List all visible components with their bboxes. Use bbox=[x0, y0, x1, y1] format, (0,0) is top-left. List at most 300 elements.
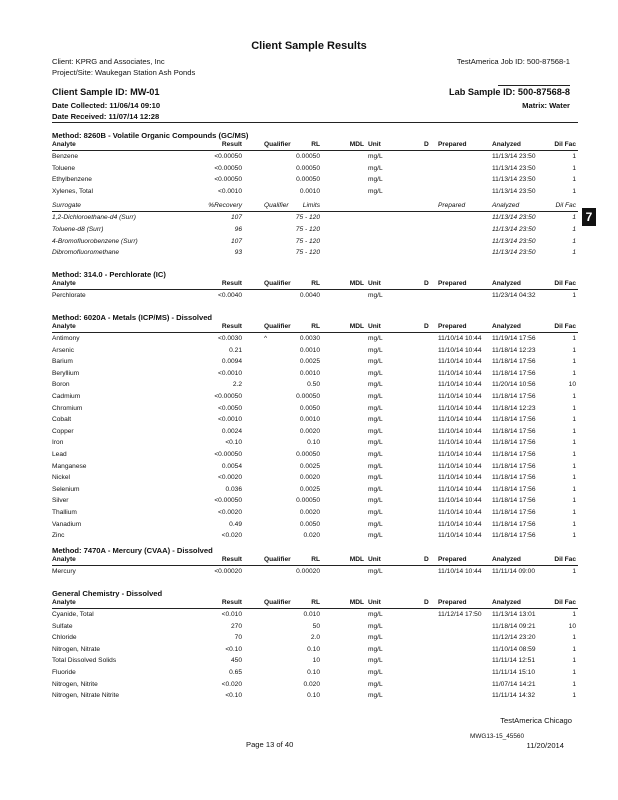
col-dil-fac: Dil Fac bbox=[554, 599, 576, 606]
rl-value: 0.00050 bbox=[296, 497, 320, 505]
col-qualifier: Qualifier bbox=[264, 141, 291, 148]
analyte-name: Nickel bbox=[52, 474, 70, 482]
col-result: Result bbox=[221, 323, 242, 330]
col-qualifier: Qualifier bbox=[264, 280, 291, 287]
rl-value: 0.0050 bbox=[299, 404, 320, 412]
analyzed-date: 11/18/14 17:56 bbox=[492, 451, 536, 458]
analyzed-date: 11/11/14 14:32 bbox=[492, 692, 536, 700]
dil-fac-value: 1 bbox=[572, 249, 576, 257]
rl-value: 0.0010 bbox=[299, 369, 320, 377]
rl-value: 0.0010 bbox=[299, 346, 320, 354]
table-row bbox=[52, 370, 578, 381]
col-analyzed: Analyzed bbox=[492, 141, 521, 148]
table-row bbox=[52, 381, 578, 392]
unit-value: mg/L bbox=[368, 692, 383, 700]
analyzed-date: 11/11/14 15:10 bbox=[492, 669, 536, 676]
table-row bbox=[52, 347, 578, 358]
col-analyte: Analyte bbox=[52, 280, 76, 287]
result-value: <0.10 bbox=[225, 645, 242, 653]
unit-value: mg/L bbox=[368, 622, 383, 630]
dil-fac-value: 1 bbox=[572, 439, 576, 447]
analyte-name: Copper bbox=[52, 427, 74, 435]
result-value: <0.020 bbox=[221, 532, 242, 540]
result-value: <0.0010 bbox=[217, 416, 242, 424]
result-value: 0.0054 bbox=[221, 462, 242, 470]
col-prepared: Prepared bbox=[438, 280, 467, 287]
rl-value: 0.10 bbox=[307, 439, 320, 447]
analyzed-date: 11/13/14 23:50 bbox=[492, 153, 536, 160]
table-row bbox=[52, 153, 578, 164]
prepared-date: 11/10/14 10:44 bbox=[438, 369, 482, 377]
analyzed-date: 11/13/14 23:50 bbox=[492, 176, 536, 184]
col-result: Result bbox=[221, 141, 242, 148]
rl-value: 0.0025 bbox=[299, 485, 320, 493]
prepared-date: 11/10/14 10:44 bbox=[438, 404, 482, 412]
divider bbox=[52, 608, 578, 609]
rl-value: 2.0 bbox=[310, 634, 320, 642]
col-rl: RL bbox=[311, 556, 320, 563]
unit-value: mg/L bbox=[368, 485, 383, 493]
divider bbox=[52, 122, 578, 123]
rl-value: 0.00050 bbox=[296, 176, 320, 184]
unit-value: mg/L bbox=[368, 404, 383, 412]
dil-fac-value: 1 bbox=[572, 335, 576, 342]
page-title: Client Sample Results bbox=[251, 40, 367, 52]
prepared-date: 11/10/14 10:44 bbox=[438, 381, 482, 389]
analyte-name: Lead bbox=[52, 451, 67, 458]
col-prepared: Prepared bbox=[438, 202, 466, 210]
recovery-value: 96 bbox=[234, 226, 242, 233]
result-value: <0.00020 bbox=[214, 568, 242, 575]
analyzed-date: 11/18/14 17:56 bbox=[492, 532, 536, 540]
result-value: 0.0024 bbox=[221, 427, 242, 435]
table-row bbox=[52, 428, 578, 439]
surrogate-row bbox=[52, 249, 578, 260]
table-row bbox=[52, 405, 578, 416]
analyte-name: Boron bbox=[52, 381, 70, 389]
rl-value: 0.00050 bbox=[296, 164, 320, 172]
table-row bbox=[52, 292, 578, 303]
dil-fac-value: 1 bbox=[572, 474, 576, 482]
table-row bbox=[52, 497, 578, 508]
unit-value: mg/L bbox=[368, 427, 383, 435]
col-rl: RL bbox=[311, 599, 320, 606]
dil-fac-value: 1 bbox=[572, 393, 576, 400]
analyte-name: Arsenic bbox=[52, 346, 74, 354]
prepared-date: 11/10/14 10:44 bbox=[438, 427, 482, 435]
analyte-name: Silver bbox=[52, 497, 69, 505]
result-value: <0.00050 bbox=[214, 153, 242, 160]
result-value: 2.2 bbox=[232, 381, 242, 389]
surrogate-row bbox=[52, 226, 578, 237]
dil-fac-value: 1 bbox=[572, 427, 576, 435]
analyte-name: Manganese bbox=[52, 462, 87, 470]
analyzed-date: 11/20/14 10:56 bbox=[492, 381, 536, 389]
method-title: General Chemistry - Dissolved bbox=[52, 589, 163, 598]
result-value: <0.10 bbox=[225, 439, 242, 447]
dil-fac-value: 1 bbox=[572, 153, 576, 160]
prepared-date: 11/10/14 10:44 bbox=[438, 416, 482, 424]
col-unit: Unit bbox=[368, 141, 381, 148]
col-dil-fac: Dil Fac bbox=[554, 141, 576, 148]
result-value: <0.00050 bbox=[214, 451, 242, 458]
analyzed-date: 11/18/14 12:23 bbox=[492, 404, 536, 412]
table-row bbox=[52, 568, 578, 579]
unit-value: mg/L bbox=[368, 645, 383, 653]
col-result: Result bbox=[221, 280, 242, 287]
col-prepared: Prepared bbox=[438, 141, 467, 148]
analyzed-date: 11/18/14 12:23 bbox=[492, 346, 536, 354]
unit-value: mg/L bbox=[368, 634, 383, 642]
analyzed-date: 11/19/14 17:56 bbox=[492, 335, 536, 342]
limits-value: 75 - 120 bbox=[295, 249, 320, 257]
col-result: Result bbox=[221, 556, 242, 563]
col-rl: RL bbox=[311, 141, 320, 148]
table-row bbox=[52, 623, 578, 634]
prepared-date: 11/10/14 10:44 bbox=[438, 568, 482, 575]
dil-fac-value: 1 bbox=[572, 346, 576, 354]
method-title: Method: 8260B - Volatile Organic Compounds (GC/MS) bbox=[52, 131, 249, 140]
rl-value: 0.00050 bbox=[296, 153, 320, 160]
unit-value: mg/L bbox=[368, 176, 383, 184]
unit-value: mg/L bbox=[368, 335, 383, 342]
unit-value: mg/L bbox=[368, 381, 383, 389]
analyte-name: Barium bbox=[52, 358, 73, 366]
section-tab: 7 bbox=[582, 208, 596, 226]
table-row bbox=[52, 335, 578, 346]
col-d: D bbox=[424, 323, 429, 330]
analyzed-date: 11/18/14 17:56 bbox=[492, 497, 536, 505]
limits-value: 75 - 120 bbox=[295, 226, 320, 233]
analyzed-date: 11/13/14 23:50 bbox=[492, 164, 536, 172]
analyte-name: Thallium bbox=[52, 509, 77, 516]
table-row bbox=[52, 188, 578, 199]
limits-value: 75 - 120 bbox=[295, 237, 320, 245]
dil-fac-value: 1 bbox=[572, 669, 576, 676]
result-value: <0.0020 bbox=[217, 474, 242, 482]
analyzed-date: 11/13/14 23:50 bbox=[492, 226, 536, 233]
col-result: Result bbox=[221, 599, 242, 606]
table-row bbox=[52, 451, 578, 462]
analyzed-date: 11/18/14 17:56 bbox=[492, 474, 536, 482]
analyte-name: Ethylbenzene bbox=[52, 176, 92, 184]
result-value: <0.0050 bbox=[217, 404, 242, 412]
analyte-name: Perchlorate bbox=[52, 292, 86, 299]
table-row bbox=[52, 463, 578, 474]
rl-value: 0.10 bbox=[307, 645, 320, 653]
unit-value: mg/L bbox=[368, 393, 383, 400]
dil-fac-value: 1 bbox=[572, 214, 576, 222]
dil-fac-value: 1 bbox=[572, 292, 576, 299]
analyte-name: Cobalt bbox=[52, 416, 72, 424]
table-row bbox=[52, 669, 578, 680]
col-d: D bbox=[424, 556, 429, 563]
analyzed-date: 11/18/14 17:56 bbox=[492, 369, 536, 377]
rl-value: 0.00050 bbox=[296, 393, 320, 400]
col-unit: Unit bbox=[368, 599, 381, 606]
analyzed-date: 11/11/14 09:00 bbox=[492, 568, 536, 575]
result-value: <0.00050 bbox=[214, 393, 242, 400]
analyte-name: Total Dissolved Solids bbox=[52, 657, 117, 665]
analyzed-date: 11/18/14 17:56 bbox=[492, 520, 536, 528]
dil-fac-value: 1 bbox=[572, 692, 576, 700]
unit-value: mg/L bbox=[368, 462, 383, 470]
project-site: Project/Site: Waukegan Station Ash Ponds bbox=[52, 68, 196, 77]
analyzed-date: 11/18/14 17:56 bbox=[492, 427, 536, 435]
prepared-date: 11/10/14 10:44 bbox=[438, 451, 482, 458]
analyzed-date: 11/13/14 23:50 bbox=[492, 214, 536, 222]
analyzed-date: 11/18/14 17:56 bbox=[492, 358, 536, 366]
result-value: 0.0094 bbox=[221, 358, 242, 366]
rl-value: 0.0025 bbox=[299, 358, 320, 366]
result-value: 0.036 bbox=[225, 485, 242, 493]
col-rl: RL bbox=[311, 323, 320, 330]
dil-fac-value: 1 bbox=[572, 176, 576, 184]
prepared-date: 11/10/14 10:44 bbox=[438, 497, 482, 505]
unit-value: mg/L bbox=[368, 509, 383, 516]
analyzed-date: 11/23/14 04:32 bbox=[492, 292, 536, 299]
dil-fac-value: 1 bbox=[572, 237, 576, 245]
unit-value: mg/L bbox=[368, 657, 383, 665]
prepared-date: 11/10/14 10:44 bbox=[438, 474, 482, 482]
dil-fac-value: 1 bbox=[572, 611, 576, 618]
analyte-name: Fluoride bbox=[52, 669, 76, 676]
dil-fac-value: 10 bbox=[568, 622, 576, 630]
method-title: Method: 7470A - Mercury (CVAA) - Dissolved bbox=[52, 546, 213, 555]
rl-value: 0.010 bbox=[303, 611, 320, 618]
analyte-name: Nitrogen, Nitrite bbox=[52, 680, 98, 688]
analyzed-date: 11/13/14 23:50 bbox=[492, 187, 536, 195]
result-value: <0.0010 bbox=[217, 369, 242, 377]
date-received: Date Received: 11/07/14 12:28 bbox=[52, 112, 160, 121]
analyzed-date: 11/18/14 17:56 bbox=[492, 485, 536, 493]
col-qualifier: Qualifier bbox=[264, 202, 289, 210]
col-unit: Unit bbox=[368, 280, 381, 287]
surrogate-name: 1,2-Dichloroethane-d4 (Surr) bbox=[52, 214, 136, 222]
unit-value: mg/L bbox=[368, 669, 383, 676]
rl-value: 0.020 bbox=[303, 532, 320, 540]
col-dil-fac: Dil Fac bbox=[554, 280, 576, 287]
divider bbox=[52, 150, 578, 151]
prepared-date: 11/10/14 10:44 bbox=[438, 520, 482, 528]
dil-fac-value: 1 bbox=[572, 509, 576, 516]
analyte-name: Selenium bbox=[52, 485, 80, 493]
col-mdl: MDL bbox=[349, 599, 364, 606]
rl-value: 0.00050 bbox=[296, 451, 320, 458]
dil-fac-value: 1 bbox=[572, 451, 576, 458]
rl-value: 0.0020 bbox=[299, 427, 320, 435]
divider bbox=[52, 332, 578, 333]
dil-fac-value: 1 bbox=[572, 680, 576, 688]
rl-value: 0.0020 bbox=[299, 474, 320, 482]
col-analyzed: Analyzed bbox=[492, 202, 520, 210]
prepared-date: 11/10/14 10:44 bbox=[438, 346, 482, 354]
analyzed-date: 11/07/14 14:21 bbox=[492, 680, 536, 688]
result-value: 0.49 bbox=[229, 520, 242, 528]
rl-value: 0.00020 bbox=[296, 568, 320, 575]
col-rl: RL bbox=[311, 280, 320, 287]
unit-value: mg/L bbox=[368, 611, 383, 618]
col-qualifier: Qualifier bbox=[264, 556, 291, 563]
rl-value: 50 bbox=[312, 622, 320, 630]
col-analyzed: Analyzed bbox=[492, 280, 521, 287]
rl-value: 0.10 bbox=[307, 669, 320, 676]
analyte-name: Zinc bbox=[52, 532, 65, 540]
client-sample-id: Client Sample ID: MW-01 bbox=[52, 87, 160, 97]
prepared-date: 11/10/14 10:44 bbox=[438, 335, 482, 342]
col-mdl: MDL bbox=[349, 323, 364, 330]
divider bbox=[52, 211, 578, 212]
method-title: Method: 314.0 - Perchlorate (IC) bbox=[52, 270, 166, 279]
unit-value: mg/L bbox=[368, 153, 383, 160]
dil-fac-value: 1 bbox=[572, 657, 576, 665]
analyzed-date: 11/18/14 17:56 bbox=[492, 416, 536, 424]
result-value: <0.0040 bbox=[217, 292, 242, 299]
rl-value: 0.0040 bbox=[299, 292, 320, 299]
table-row bbox=[52, 657, 578, 668]
prepared-date: 11/10/14 10:44 bbox=[438, 393, 482, 400]
result-value: <0.010 bbox=[221, 611, 242, 618]
analyte-name: Cyanide, Total bbox=[52, 611, 94, 618]
report-date: 11/20/2014 bbox=[526, 741, 564, 750]
dil-fac-value: 1 bbox=[572, 497, 576, 505]
table-row bbox=[52, 509, 578, 520]
result-value: 450 bbox=[230, 657, 242, 665]
result-value: <0.00050 bbox=[214, 164, 242, 172]
table-row bbox=[52, 486, 578, 497]
unit-value: mg/L bbox=[368, 520, 383, 528]
result-value: 70 bbox=[234, 634, 242, 642]
analyzed-date: 11/18/14 17:56 bbox=[492, 509, 536, 516]
col-unit: Unit bbox=[368, 556, 381, 563]
analyzed-date: 11/13/14 23:50 bbox=[492, 249, 536, 257]
result-value: 270 bbox=[230, 622, 242, 630]
col-prepared: Prepared bbox=[438, 599, 467, 606]
dil-fac-value: 1 bbox=[572, 226, 576, 233]
analyzed-date: 11/13/14 13:01 bbox=[492, 611, 536, 618]
col-analyte: Analyte bbox=[52, 599, 76, 606]
date-collected: Date Collected: 11/06/14 09:10 bbox=[52, 101, 161, 110]
result-value: 0.65 bbox=[229, 669, 242, 676]
dil-fac-value: 1 bbox=[572, 416, 576, 424]
table-row bbox=[52, 646, 578, 657]
table-row bbox=[52, 165, 578, 176]
unit-value: mg/L bbox=[368, 416, 383, 424]
rl-value: 0.0010 bbox=[299, 416, 320, 424]
analyzed-date: 11/18/14 17:56 bbox=[492, 393, 536, 400]
table-row bbox=[52, 176, 578, 187]
analyte-name: Xylenes, Total bbox=[52, 187, 93, 195]
rl-value: 0.10 bbox=[307, 692, 320, 700]
col-prepared: Prepared bbox=[438, 556, 467, 563]
table-row bbox=[52, 681, 578, 692]
col-analyte: Analyte bbox=[52, 556, 76, 563]
prepared-date: 11/10/14 10:44 bbox=[438, 509, 482, 516]
result-value: <0.020 bbox=[221, 680, 242, 688]
analyte-name: Vanadium bbox=[52, 520, 82, 528]
result-value: <0.0020 bbox=[217, 509, 242, 516]
recovery-value: 93 bbox=[234, 249, 242, 257]
dil-fac-value: 1 bbox=[572, 634, 576, 642]
result-value: <0.0030 bbox=[217, 335, 242, 342]
unit-value: mg/L bbox=[368, 439, 383, 447]
unit-value: mg/L bbox=[368, 497, 383, 505]
unit-value: mg/L bbox=[368, 292, 383, 299]
analyte-name: Nitrogen, Nitrate bbox=[52, 645, 101, 653]
rl-value: 0.0020 bbox=[299, 509, 320, 516]
table-row bbox=[52, 416, 578, 427]
document-id: MWG13-15_45560 bbox=[470, 733, 524, 740]
col-mdl: MDL bbox=[349, 141, 364, 148]
col-qualifier: Qualifier bbox=[264, 599, 291, 606]
col-recovery: %Recovery bbox=[208, 202, 242, 210]
analyte-name: Nitrogen, Nitrate Nitrite bbox=[52, 692, 120, 700]
table-row bbox=[52, 474, 578, 485]
surrogate-name: Dibromofluoromethane bbox=[52, 249, 120, 257]
analyte-name: Cadmium bbox=[52, 393, 81, 400]
matrix: Matrix: Water bbox=[522, 101, 570, 110]
table-row bbox=[52, 358, 578, 369]
rl-value: 0.0010 bbox=[299, 187, 320, 195]
col-mdl: MDL bbox=[349, 280, 364, 287]
rl-value: 0.50 bbox=[307, 381, 320, 389]
unit-value: mg/L bbox=[368, 187, 383, 195]
prepared-date: 11/10/14 10:44 bbox=[438, 462, 482, 470]
limits-value: 75 - 120 bbox=[295, 214, 320, 222]
analyte-name: Beryllium bbox=[52, 369, 80, 377]
prepared-date: 11/10/14 10:44 bbox=[438, 485, 482, 493]
dil-fac-value: 10 bbox=[568, 381, 576, 389]
dil-fac-value: 1 bbox=[572, 645, 576, 653]
analyzed-date: 11/18/14 17:56 bbox=[492, 462, 536, 470]
dil-fac-value: 1 bbox=[572, 568, 576, 575]
rl-value: 0.0050 bbox=[299, 520, 320, 528]
col-unit: Unit bbox=[368, 323, 381, 330]
col-analyzed: Analyzed bbox=[492, 599, 521, 606]
analyte-name: Mercury bbox=[52, 568, 76, 575]
unit-value: mg/L bbox=[368, 474, 383, 482]
col-dil-fac: Dil Fac bbox=[554, 323, 576, 330]
prepared-date: 11/12/14 17:50 bbox=[438, 611, 482, 618]
table-row bbox=[52, 692, 578, 703]
dil-fac-value: 1 bbox=[572, 520, 576, 528]
col-analyzed: Analyzed bbox=[492, 323, 521, 330]
lab-name: TestAmerica Chicago bbox=[500, 716, 572, 725]
result-value: <0.00050 bbox=[214, 176, 242, 184]
prepared-date: 11/10/14 10:44 bbox=[438, 532, 482, 540]
analyzed-date: 11/10/14 08:59 bbox=[492, 645, 536, 653]
surrogate-name: Toluene-d8 (Surr) bbox=[52, 226, 104, 233]
col-dil-fac: Dil Fac bbox=[555, 202, 576, 210]
qualifier-value: ^ bbox=[264, 335, 268, 342]
col-dil-fac: Dil Fac bbox=[554, 556, 576, 563]
rl-value: 0.0025 bbox=[299, 462, 320, 470]
recovery-value: 107 bbox=[230, 237, 242, 245]
rl-value: 0.020 bbox=[303, 680, 320, 688]
recovery-value: 107 bbox=[230, 214, 242, 222]
unit-value: mg/L bbox=[368, 358, 383, 366]
unit-value: mg/L bbox=[368, 568, 383, 575]
analyzed-date: 11/18/14 09:21 bbox=[492, 622, 536, 630]
dil-fac-value: 1 bbox=[572, 369, 576, 377]
analyte-name: Chloride bbox=[52, 634, 77, 642]
dil-fac-value: 1 bbox=[572, 187, 576, 195]
analyzed-date: 11/11/14 12:51 bbox=[492, 657, 536, 665]
col-d: D bbox=[424, 599, 429, 606]
client-name: Client: KPRG and Associates, Inc bbox=[52, 57, 165, 66]
lab-sample-id: Lab Sample ID: 500-87568-8 bbox=[448, 87, 570, 97]
unit-value: mg/L bbox=[368, 369, 383, 377]
